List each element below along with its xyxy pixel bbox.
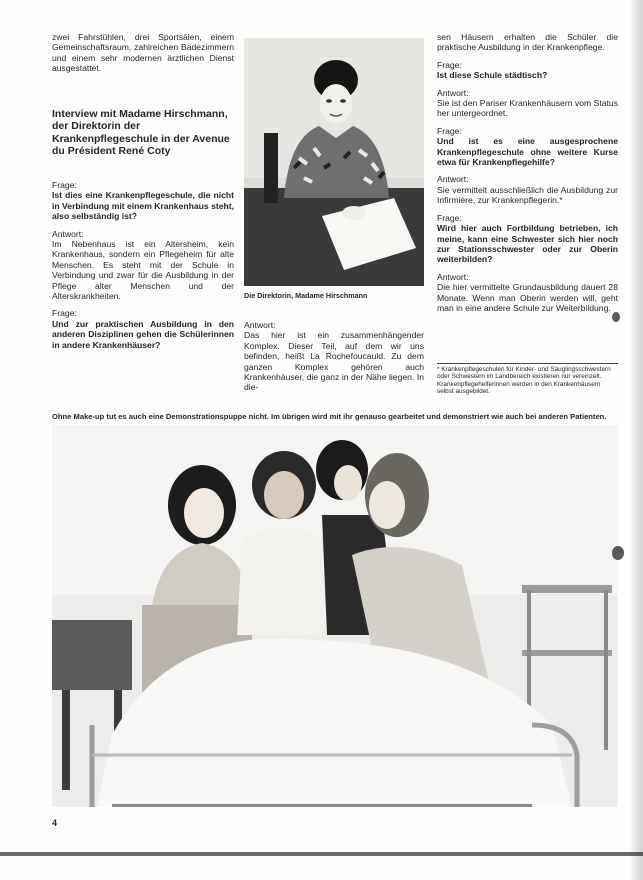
question-label: Frage: xyxy=(52,180,77,190)
demonstration-photo-caption: Ohne Make-up tut es auch eine Demonstrationspuppe nicht. Im übrigen wird mit ihr genauso gearbeitet und demonstriert wie auch bei anderen Patienten. xyxy=(52,412,607,421)
footnote: * Krankenpflegeschulen für Kinder- und Säuglingsschwestern oder Schwestern im Landbereich existieren nur vereinzelt. Krankenpflegehelferinnen werden in den Krankenhäusern selbst ausgebildet. xyxy=(437,363,618,396)
text-column-right xyxy=(437,32,618,313)
answer-4: Sie vermittelt ausschließlich die Ausbildung zur Infirmière, zur Krankenpflegerin.* xyxy=(437,184,618,206)
answer-2-continued: sen Häusern erhalten die Schüler die praktische Ausbildung in der Krankenpflege. xyxy=(437,32,618,53)
text-column-middle xyxy=(244,320,424,393)
question-label: Frage: xyxy=(437,59,462,70)
answer-label: Antwort: xyxy=(52,228,84,239)
binder-hole xyxy=(612,312,620,322)
bottom-rule xyxy=(0,852,643,856)
answer-3: Sie ist den Pariser Krankenhäusern vom Status her untergeordnet. xyxy=(437,98,618,119)
answer-5: Die hier vermittelte Grundausbildung dauert 28 Monate. Wenn man Oberin werden will, geht man in eine andere Schule zur Weiterbildung. xyxy=(437,282,618,313)
answer-label: Antwort: xyxy=(437,174,469,185)
question-label: Frage: xyxy=(437,125,462,136)
director-photo-illustration xyxy=(244,38,424,286)
demonstration-photo xyxy=(52,425,618,807)
answer-label: Antwort: xyxy=(437,87,469,98)
question-4: Und ist es eine ausgesprochene Krankenpflegeschule ohne weitere Kurse etwa für Krankenpflegehilfe? xyxy=(437,136,618,168)
question-2: Und zur praktischen Ausbildung in den anderen Disziplinen gehen die Schülerinnen in andere Krankenhäuser? xyxy=(52,318,234,350)
answer-2: Das hier ist ein zusammenhängender Komplex. Dieser Teil, auf dem wir uns befinden, heißt La Rochefoucauld. Zu dem ganzen Komplex gehören auch Krankenhäuser, die ganz in der Nähe liegen. In die- xyxy=(244,330,424,393)
page-number: 4 xyxy=(52,818,58,828)
question-label: Frage: xyxy=(437,212,462,223)
question-label: Frage: xyxy=(52,308,77,319)
answer-label: Antwort: xyxy=(437,271,469,282)
demonstration-photo-illustration xyxy=(52,425,618,807)
director-photo xyxy=(244,38,424,286)
binder-hole xyxy=(612,546,624,560)
answer-label: Antwort: xyxy=(244,320,276,330)
question-5: Wird hier auch Fortbildung betrieben, ich meine, kann eine Schwester sich hier noch zur Stationsschwester oder zur Oberin weiterbilden? xyxy=(437,223,618,265)
question-3: Ist diese Schule städtisch? xyxy=(437,70,548,81)
text-column-left xyxy=(52,32,234,350)
question-1: Ist dies eine Krankenpflegeschule, die nicht in Verbindung mit einem Krankenhaus steht, also selbständig ist? xyxy=(52,190,234,222)
intro-paragraph: zwei Fahrstühlen, drei Sportsälen, einem Gemeinschaftsraum, zahlreichen Badezimmern und einem sehr modernen ärztlichen Dienst ausgestattet. xyxy=(52,32,234,74)
page-edge-shadow xyxy=(629,0,643,880)
interview-heading: Interview mit Madame Hirschmann, der Direktorin der Krankenpflegeschule in der Avenue du Président René Coty xyxy=(52,107,230,158)
answer-1: Im Nebenhaus ist ein Altersheim, kein Krankenhaus, sondern ein Pflegeheim für alte Menschen. Es steht mit der Schule in Verbindung und zwar für die Ausbildung in der Pflege alter Menschen und der Alterskrankheiten. xyxy=(52,239,234,302)
director-photo-caption: Die Direktorin, Madame Hirschmann xyxy=(244,291,368,300)
